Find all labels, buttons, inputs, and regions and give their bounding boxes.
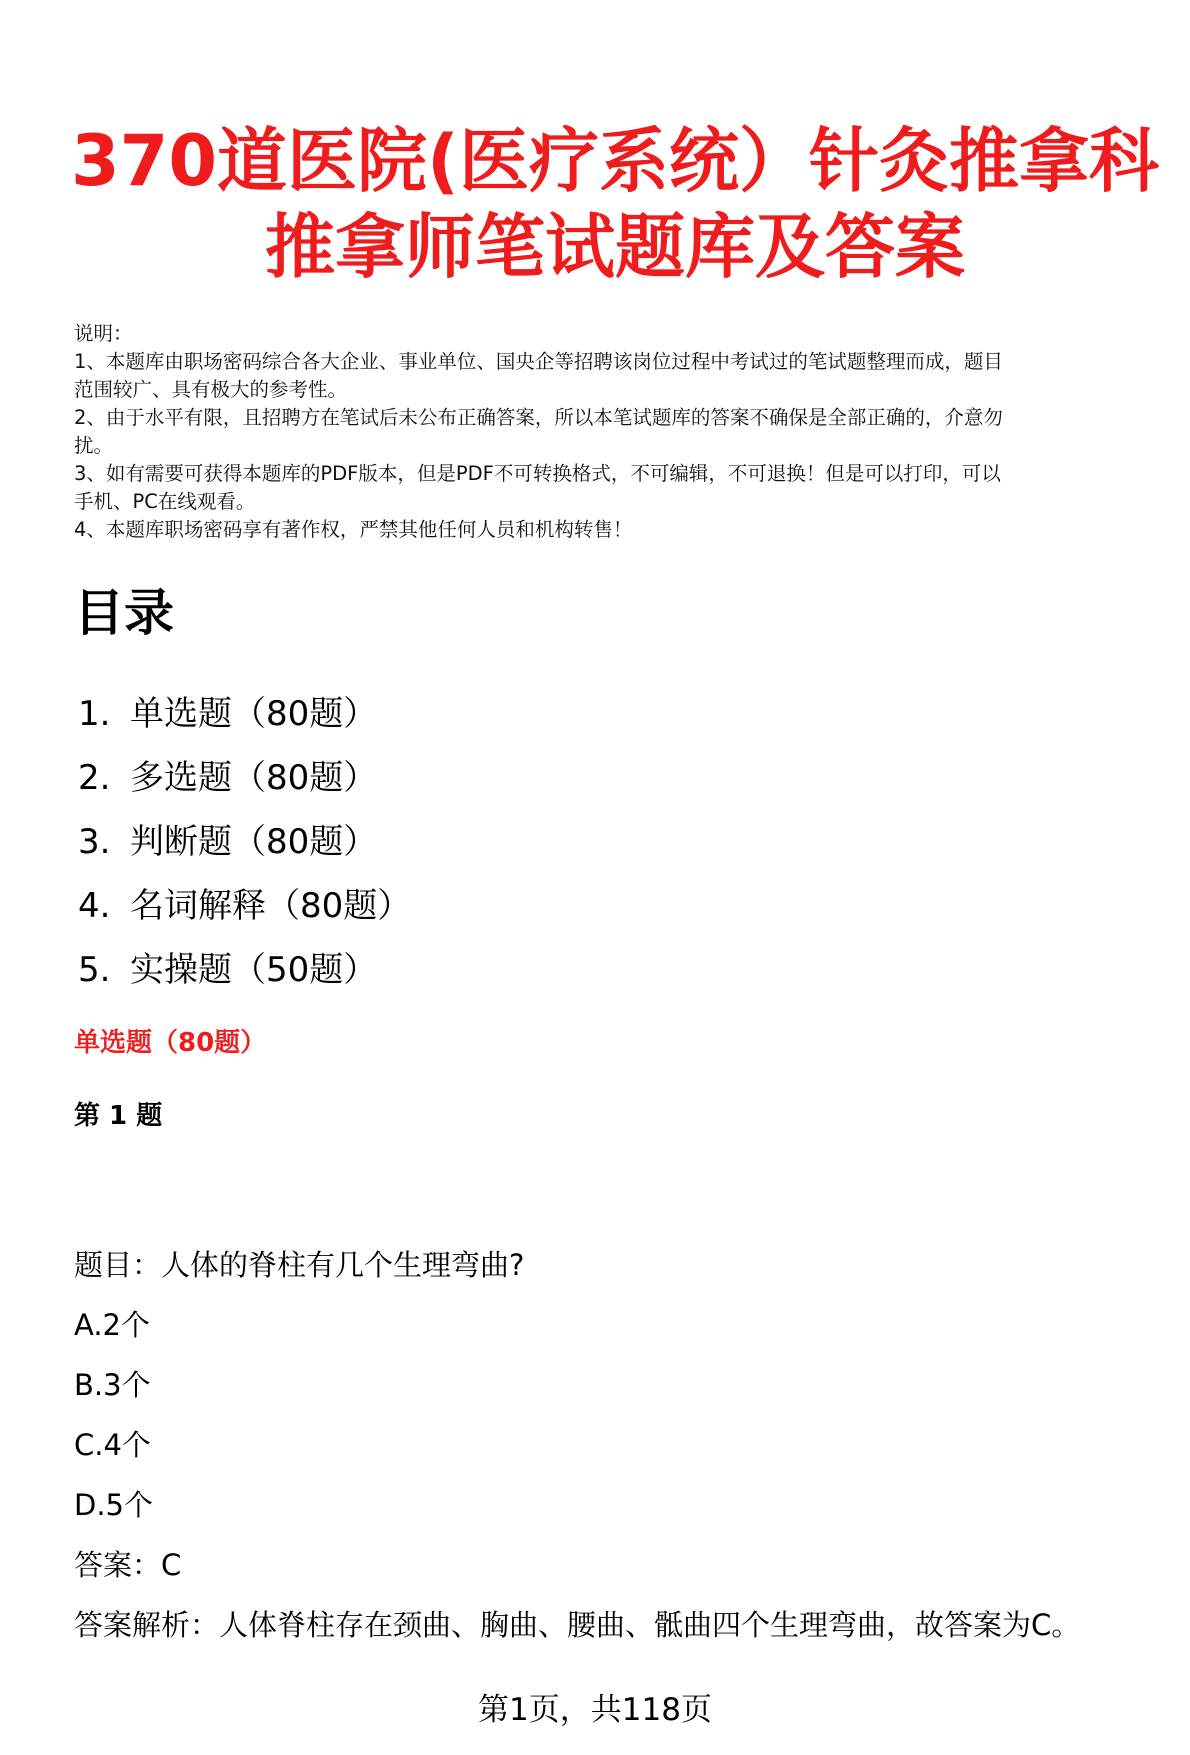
toc-item-single-choice[interactable] <box>78 682 411 746</box>
instructions-line: 范围较广、具有极大的参考性。 <box>74 378 348 401</box>
toc-item-number: 3. <box>78 822 111 862</box>
document-title <box>60 118 1170 290</box>
toc-item-number: 2. <box>78 758 111 798</box>
instructions-line: 4、本题库职场密码享有著作权，严禁其他任何人员和机构转售！ <box>74 518 633 541</box>
instructions-line: 扰。 <box>74 434 114 457</box>
toc-item-term-definition[interactable] <box>78 874 411 938</box>
answer: 答案：C <box>74 1548 182 1582</box>
toc-item-number: 4. <box>78 886 111 926</box>
toc-list <box>78 682 411 1002</box>
document-title-line-1: 370道医院(医疗系统）针灸推拿科 <box>70 120 1160 202</box>
toc-item-practical[interactable] <box>78 938 411 1002</box>
instructions-line: 2、由于水平有限，且招聘方在笔试后未公布正确答案，所以本笔试题库的答案不确保是全部正确的，介意勿 <box>74 406 1003 429</box>
instructions-line: 1、本题库由职场密码综合各大企业、事业单位、国央企等招聘该岗位过程中考试过的笔试题整理而成，题目 <box>74 350 1003 373</box>
page-number: 第1页，共118页 <box>478 1692 712 1728</box>
toc-item-label: 单选题（80题） <box>130 694 378 734</box>
question-text: 题目：人体的脊柱有几个生理弯曲? <box>74 1248 525 1282</box>
toc-heading: 目录 <box>74 584 174 642</box>
section-title: 单选题（80题） <box>74 1028 267 1058</box>
toc-item-label: 实操题（50题） <box>130 950 378 990</box>
toc-item-multiple-choice[interactable] <box>78 746 411 810</box>
answer-explanation: 答案解析：人体脊柱存在颈曲、胸曲、腰曲、骶曲四个生理弯曲，故答案为C。 <box>74 1608 1081 1642</box>
toc-item-true-false[interactable] <box>78 810 411 874</box>
option-a: A.2个 <box>74 1308 150 1342</box>
instructions-line: 手机、PC在线观看。 <box>74 490 256 513</box>
toc-item-number: 1. <box>78 694 111 734</box>
toc-item-number: 5. <box>78 950 111 990</box>
option-d: D.5个 <box>74 1488 153 1522</box>
toc-item-label: 判断题（80题） <box>130 822 378 862</box>
question-number: 第 1 题 <box>74 1101 163 1131</box>
toc-item-label: 名词解释（80题） <box>130 886 412 926</box>
option-c: C.4个 <box>74 1428 151 1462</box>
instructions-heading: 说明： <box>74 322 133 345</box>
toc-item-label: 多选题（80题） <box>130 758 378 798</box>
instructions-block <box>74 320 1154 544</box>
document-title-line-2: 推拿师笔试题库及答案 <box>265 206 965 288</box>
instructions-line: 3、如有需要可获得本题库的PDF版本，但是PDF不可转换格式，不可编辑，不可退换！但是可以打印，可以 <box>74 462 1001 485</box>
option-b: B.3个 <box>74 1368 151 1402</box>
